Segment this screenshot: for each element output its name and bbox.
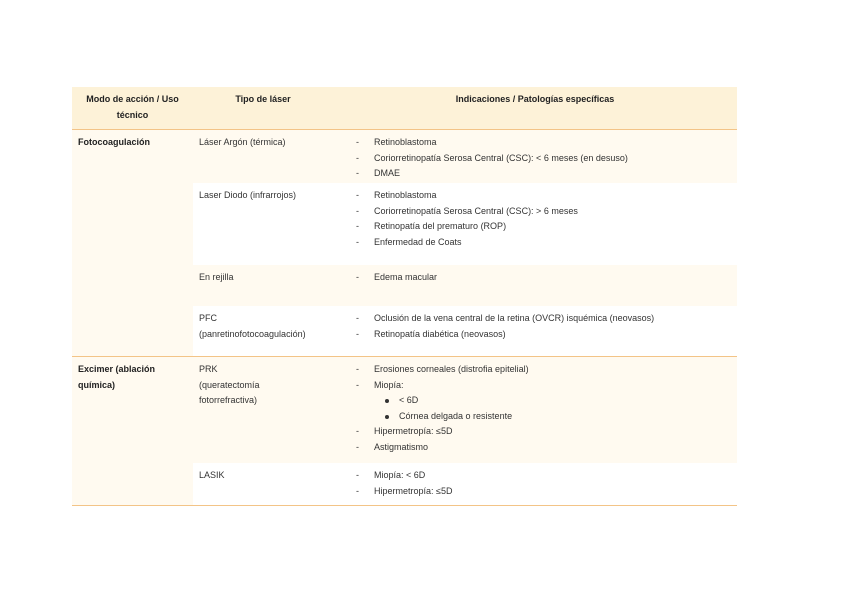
laser-type: [193, 357, 333, 463]
group-mode-label: Fotocoagulación: [72, 130, 193, 356]
laser-type-line: fotorrefractiva): [199, 395, 258, 405]
laser-type: [193, 130, 333, 183]
list-item: - Miopía: < 6D: [333, 468, 737, 484]
laser-type: [193, 265, 333, 306]
indications-list: [333, 130, 737, 183]
group-fotocoagulacion: [72, 130, 737, 357]
laser-type-line: PFC: [199, 313, 217, 323]
list-item: - Retinopatía diabética (neovasos): [333, 327, 737, 343]
table-row: [193, 357, 737, 463]
laser-type-line: PRK: [199, 364, 218, 374]
sub-list-item: < 6D: [333, 393, 737, 409]
list-item: - Oclusión de la vena central de la retina (OVCR) isquémica (neovasos): [333, 311, 737, 327]
list-item: - Retinoblastoma: [333, 188, 737, 204]
table-row: [193, 463, 737, 505]
header-indications: Indicaciones / Patologías específicas: [455, 94, 615, 104]
table-row: [193, 306, 737, 356]
table-row: [193, 130, 737, 183]
list-item: - Enfermedad de Coats: [333, 235, 737, 251]
list-item: - Hipermetropía: ≤5D: [333, 424, 737, 440]
indications-list: [333, 357, 737, 463]
group-excimer: [72, 357, 737, 506]
list-item: - Edema macular: [333, 270, 737, 286]
laser-type-line: (queratectomía: [199, 379, 260, 390]
list-item: - Coriorretinopatía Serosa Central (CSC): > 6 meses: [333, 204, 737, 220]
table-header: [72, 87, 737, 130]
laser-type-line: Láser Argón (térmica): [199, 137, 286, 147]
indications-list: [333, 306, 737, 356]
list-item: - Retinoblastoma: [333, 135, 737, 151]
indications-list: [333, 183, 737, 265]
list-item: - DMAE: [333, 166, 737, 182]
table-row: [193, 265, 737, 306]
laser-type-line: Laser Diodo (infrarrojos): [199, 190, 297, 200]
indications-list: [333, 463, 737, 505]
laser-type-line: (panretinofotocoagulación): [199, 328, 306, 339]
sub-list-item: Córnea delgada o resistente: [333, 409, 737, 425]
laser-table: [72, 87, 737, 506]
laser-type-line: LASIK: [199, 470, 225, 480]
laser-type: [193, 183, 333, 265]
list-item: - Retinopatía del prematuro (ROP): [333, 219, 737, 235]
group-mode-label: Excimer (ablación química): [72, 357, 193, 505]
laser-type-line: En rejilla: [199, 272, 234, 282]
list-item: - Miopía:: [333, 378, 737, 394]
header-mode: Modo de acción / Uso técnico: [86, 94, 179, 120]
table-row: [193, 183, 737, 265]
indications-list: [333, 265, 737, 306]
list-item: - Astigmatismo: [333, 440, 737, 456]
list-item: - Hipermetropía: ≤5D: [333, 484, 737, 500]
list-item: - Erosiones corneales (distrofia epitelial): [333, 362, 737, 378]
laser-type: [193, 306, 333, 356]
list-item: - Coriorretinopatía Serosa Central (CSC): < 6 meses (en desuso): [333, 151, 737, 167]
header-type: Tipo de láser: [235, 94, 291, 104]
laser-type: [193, 463, 333, 505]
